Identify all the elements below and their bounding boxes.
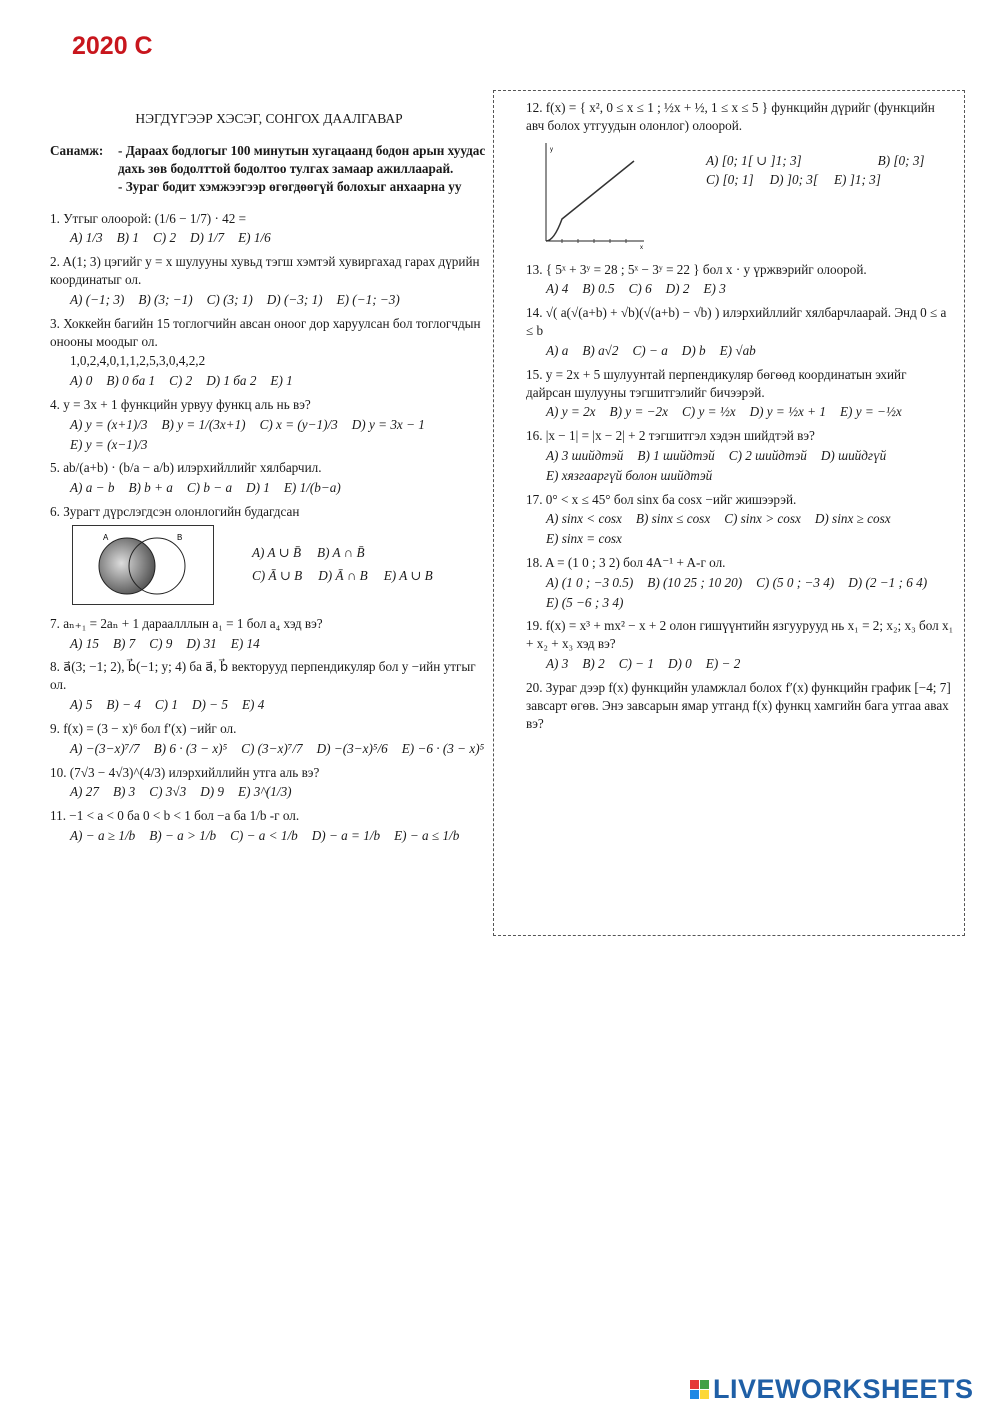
answer-options [706,151,941,191]
option-e[interactable]: E) sinx = cosx [546,531,622,547]
option-a[interactable]: A) (1 0 ; −3 0.5) [546,574,634,590]
answer-options [252,542,449,587]
question-11 [50,807,488,845]
answer-options [546,447,954,485]
option-e[interactable]: E) −6 · (3 − x)⁵ [401,740,485,756]
question-9 [50,720,488,758]
option-e[interactable]: E) − 2 [705,656,741,672]
question-18 [526,554,954,611]
question-7 [50,615,488,653]
question-text: 17. 0° < x ≤ 45° бол sinx ба cosx −ийг жишээрэй. [526,491,797,507]
option-a[interactable]: A) [0; 1[ ∪ ]1; 3] [706,152,802,168]
answer-options [70,635,488,653]
question-text: 9. f(x) = (3 − x)⁶ бол f′(x) −ийг ол. [50,720,237,736]
option-b[interactable]: B) a√2 [582,342,619,358]
option-e[interactable]: E) 1/(b−a) [283,480,341,496]
answer-options [546,510,954,548]
option-a[interactable]: A) a − b [70,480,115,496]
option-c[interactable]: C) x = (y−1)/3 [259,416,338,432]
option-e[interactable]: E) √ab [719,342,756,358]
option-b[interactable]: B) 7 [112,635,136,651]
note-line-1: - Дараах бодлогыг 100 минутын хугацаанд бодон арын хуудас дахь зөв бодолттой бодолтоо тулгах замаар ажиллаарай. [118,143,486,177]
option-d[interactable]: D) y = 3x − 1 [351,416,425,432]
note-line-2: - Зураг бодит хэмжээгээр өгөгдөөгүй болохыг анхаарна уу [118,178,462,194]
option-d[interactable]: D) 0 [667,656,692,672]
option-c[interactable]: C) sinx > cosx [724,511,801,527]
question-5 [50,459,488,497]
option-b[interactable]: B) y = 1/(3x+1) [161,416,246,432]
option-e[interactable]: E) 14 [230,635,260,651]
option-c[interactable]: C) 2 [169,373,193,389]
question-16 [526,427,954,484]
question-text: 16. |x − 1| = |x − 2| + 2 тэгшитгэл хэдэн шийдтэй вэ? [526,428,815,444]
question-8 [50,658,488,713]
option-e[interactable]: E) − a ≤ 1/b [394,827,460,843]
option-d[interactable]: D) −(3−x)⁵/6 [316,740,388,756]
question-19 [526,617,954,672]
option-c[interactable]: C) − a [632,342,668,358]
option-e[interactable]: E) y = (x−1)/3 [70,436,148,452]
option-b[interactable]: B) 1 [116,230,139,246]
option-a[interactable]: A) y = 2x [546,404,596,420]
option-c[interactable]: C) 9 [149,635,173,651]
option-c[interactable]: C) 3√3 [149,784,187,800]
option-d[interactable]: D) 31 [186,635,217,651]
section-title: НЭГДҮГЭЭР ХЭСЭГ, СОНГОХ ДААЛГАВАР [135,111,403,126]
option-e[interactable]: E) 1/6 [238,230,271,246]
option-c[interactable]: C) 2 [152,230,177,246]
option-d[interactable]: D) ]0; 3[ [769,172,818,188]
option-b[interactable]: B) − a > 1/b [149,827,217,843]
option-b[interactable]: B) − 4 [106,697,141,713]
venn-figure-row [72,525,488,605]
option-c[interactable]: C) (3; 1) [206,291,253,307]
option-d[interactable]: D) 1/7 [190,230,225,246]
question-12 [526,99,954,251]
answer-options [70,783,488,801]
option-d[interactable]: D) 9 [200,784,225,800]
option-e[interactable]: E) 3 [703,281,726,297]
option-b[interactable]: B) (10 25 ; 10 20) [647,574,743,590]
question-10 [50,764,488,802]
option-a[interactable]: A) 3 [546,656,569,672]
option-c[interactable]: C) Ā ∪ B [252,567,303,583]
left-column [50,110,488,851]
option-b[interactable]: B) b + a [128,480,173,496]
option-e[interactable]: E) (5 −6 ; 3 4) [546,594,624,610]
option-e[interactable]: E) 1 [270,373,293,389]
function-graph [536,141,646,251]
note-label: Санамж: [50,143,104,159]
answer-options [70,372,488,390]
option-c[interactable]: C) (3−x)⁷/7 [241,740,303,756]
data-values: 1,0,2,4,0,1,1,2,5,3,0,4,2,2 [70,353,206,369]
question-text: 5. ab/(a+b) · (b/a − a/b) илэрхийллийг хялбарчил. [50,460,322,476]
option-e[interactable]: E) 4 [241,697,265,713]
option-b[interactable]: B) 3 [112,784,136,800]
option-b[interactable]: B) A ∩ B̄ [317,545,365,561]
question-13 [526,261,954,299]
option-d[interactable]: D) − 5 [191,697,228,713]
question-text: 1. Утгыг олоорой: (1/6 − 1/7) · 42 = [50,210,247,226]
question-text: 3. Хоккейн багийн 15 тоглогчийн авсан оноог дор харуулсан бол тоглогчдын онооны моодыг ол. [50,315,481,349]
option-b[interactable]: B) sinx ≤ cosx [635,511,711,527]
venn-label-a: A [103,532,109,542]
option-a[interactable]: A) − a ≥ 1/b [70,827,136,843]
question-15 [526,366,954,421]
answer-options [546,574,954,612]
question-4 [50,396,488,453]
answer-options [546,403,954,421]
option-d[interactable]: D) (2 −1 ; 6 4) [848,574,928,590]
answer-options [70,229,488,247]
answer-options [70,291,488,309]
question-text: 6. Зурагт дүрслэгдсэн олонлогийн будагдсан [50,504,300,520]
option-b[interactable]: B) 2 [582,656,605,672]
option-d[interactable]: D) − a = 1/b [311,827,381,843]
option-c[interactable]: C) [0; 1] [706,172,754,188]
option-a[interactable]: A) A ∪ B̄ [252,545,302,561]
right-column-dashed-box [493,90,965,936]
answer-options [546,342,954,360]
question-text: 7. aₙ₊₁ = 2aₙ + 1 дараалллын a₁ = 1 бол a₄ хэд вэ? [50,615,323,631]
option-b[interactable]: B) [0; 3] [877,152,925,168]
venn-circle-a [99,538,155,594]
option-d[interactable]: D) (−3; 1) [266,291,323,307]
option-d[interactable]: D) 2 [665,281,690,297]
option-c[interactable]: C) 6 [628,281,652,297]
option-e[interactable]: E) y = −½x [839,404,902,420]
question-2 [50,253,488,308]
question-text: 20. Зураг дээр f(x) функцийн уламжлал болох f′(x) функцийн график [−4; 7] завсарт өгөв. Энэ завсарын ямар утганд f(x) функц хамгийн бага утгаа авах вэ? [526,679,951,731]
option-d[interactable]: D) sinx ≥ cosx [814,511,891,527]
option-c[interactable]: C) y = ½x [681,404,736,420]
graph-curve [546,161,634,241]
question-text: 11. −1 < a < 0 ба 0 < b < 1 бол −a ба 1/b -г ол. [50,808,300,824]
option-c[interactable]: C) 2 шийдтэй [728,447,807,463]
option-a[interactable]: A) 1/3 [70,230,103,246]
answer-options [546,655,954,673]
answer-options [546,280,954,298]
answer-options [70,696,488,714]
option-c[interactable]: C) − 1 [618,656,654,672]
question-6 [50,503,488,605]
graph-row [536,141,954,251]
option-d[interactable]: D) Ā ∩ B [318,567,368,583]
option-c[interactable]: C) 1 [154,697,178,713]
option-e[interactable]: E) (−1; −3) [336,291,400,307]
question-text: 14. √( a(√(a+b) + √b)(√(a+b) − √b) ) илэрхийллийг хялбарчлаарай. Энд 0 ≤ a ≤ b [526,305,947,339]
option-e[interactable]: E) A ∪ B [383,567,433,583]
graph-x-label: x [640,244,643,251]
venn-label-b: B [177,532,183,542]
question-text: 19. f(x) = x³ + mx² − x + 2 олон гишүүнтийн язгуурууд нь x₁ = 2; x₂; x₃ бол x₁ + x₂ + x₃ хэд вэ? [526,618,954,652]
question-20 [526,679,954,732]
answer-options [70,479,488,497]
venn-diagram-svg [73,526,213,604]
option-b[interactable]: B) 1 шийдтэй [637,447,715,463]
logo-text: LIVEWORKSHEETS [713,1374,974,1404]
option-e[interactable]: E) 3^(1/3) [238,784,292,800]
option-a[interactable]: A) a [546,342,569,358]
option-c[interactable]: C) b − a [186,480,233,496]
worksheet-header-label: 2020 C [72,32,153,60]
question-14 [526,304,954,359]
option-a[interactable]: A) sinx < cosx [546,511,622,527]
option-a[interactable]: A) 5 [70,697,93,713]
option-a[interactable]: A) 0 [70,373,93,389]
question-text: 4. y = 3x + 1 функцийн урвуу функц аль нь вэ? [50,396,311,412]
option-a[interactable]: A) 15 [70,635,99,651]
answer-options [70,416,488,454]
option-a[interactable]: A) −(3−x)⁷/7 [70,740,140,756]
option-e[interactable]: E) хязгааргүй болон шийдтэй [546,467,713,483]
option-a[interactable]: A) 4 [546,281,569,297]
option-a[interactable]: A) 3 шийдтэй [546,447,624,463]
option-a[interactable]: A) (−1; 3) [70,291,125,307]
question-17 [526,491,954,548]
question-text: 12. f(x) = { x², 0 ≤ x ≤ 1 ; ½x + ½, 1 ≤ x ≤ 5 } функцийн дүрийг (функцийн авч болох утгуудын олонлог) олоорой. [526,100,935,133]
option-c[interactable]: C) (5 0 ; −3 4) [756,574,835,590]
question-text: 18. A = (1 0 ; 3 2) бол 4A⁻¹ + A-г ол. [526,555,726,570]
option-e[interactable]: E) ]1; 3] [833,172,881,188]
option-c[interactable]: C) − a < 1/b [230,827,298,843]
instructions-note [50,142,488,195]
option-a[interactable]: A) y = (x+1)/3 [70,416,148,432]
question-1 [50,210,488,248]
option-b[interactable]: B) (3; −1) [138,291,193,307]
answer-options [70,740,488,758]
answer-options [70,827,488,845]
option-b[interactable]: B) 0.5 [582,281,615,297]
question-text: 10. (7√3 − 4√3)^(4/3) илэрхийллийн утга аль вэ? [50,764,320,780]
question-text: 15. y = 2x + 5 шулуунтай перпендикуляр бөгөөд координатын эхийг дайрсан шулууны тэгшитгэлийг бичээрэй. [526,366,907,400]
venn-diagram [72,525,214,605]
option-d[interactable]: D) шийдгүй [820,447,887,463]
question-text: 8. a⃗(3; −1; 2), b⃗(−1; y; 4) ба a⃗, b⃗ векторууд перпендикуляр бол y −ийн утгыг ол. [50,659,476,693]
question-3 [50,315,488,390]
option-a[interactable]: A) 27 [70,784,99,800]
liveworksheets-logo[interactable] [690,1374,974,1405]
option-d[interactable]: D) y = ½x + 1 [749,404,826,420]
option-b[interactable]: B) 0 ба 1 [106,373,156,389]
option-d[interactable]: D) b [681,342,706,358]
option-d[interactable]: D) 1 [246,480,270,496]
question-text: 13. { 5ˣ + 3ʸ = 28 ; 5ˣ − 3ʸ = 22 } бол x · y үржвэрийг олоорой. [526,261,867,277]
graph-y-label: y [550,146,553,153]
option-d[interactable]: D) 1 ба 2 [206,373,257,389]
question-text: 2. A(1; 3) цэгийг y = x шулууны хувьд тэгш хэмтэй хувиргахад гарах дүрийн координатыг ол. [50,254,480,288]
option-b[interactable]: B) y = −2x [609,404,668,420]
option-b[interactable]: B) 6 · (3 − x)⁵ [153,740,228,756]
liveworksheets-logo-icon [690,1380,709,1399]
